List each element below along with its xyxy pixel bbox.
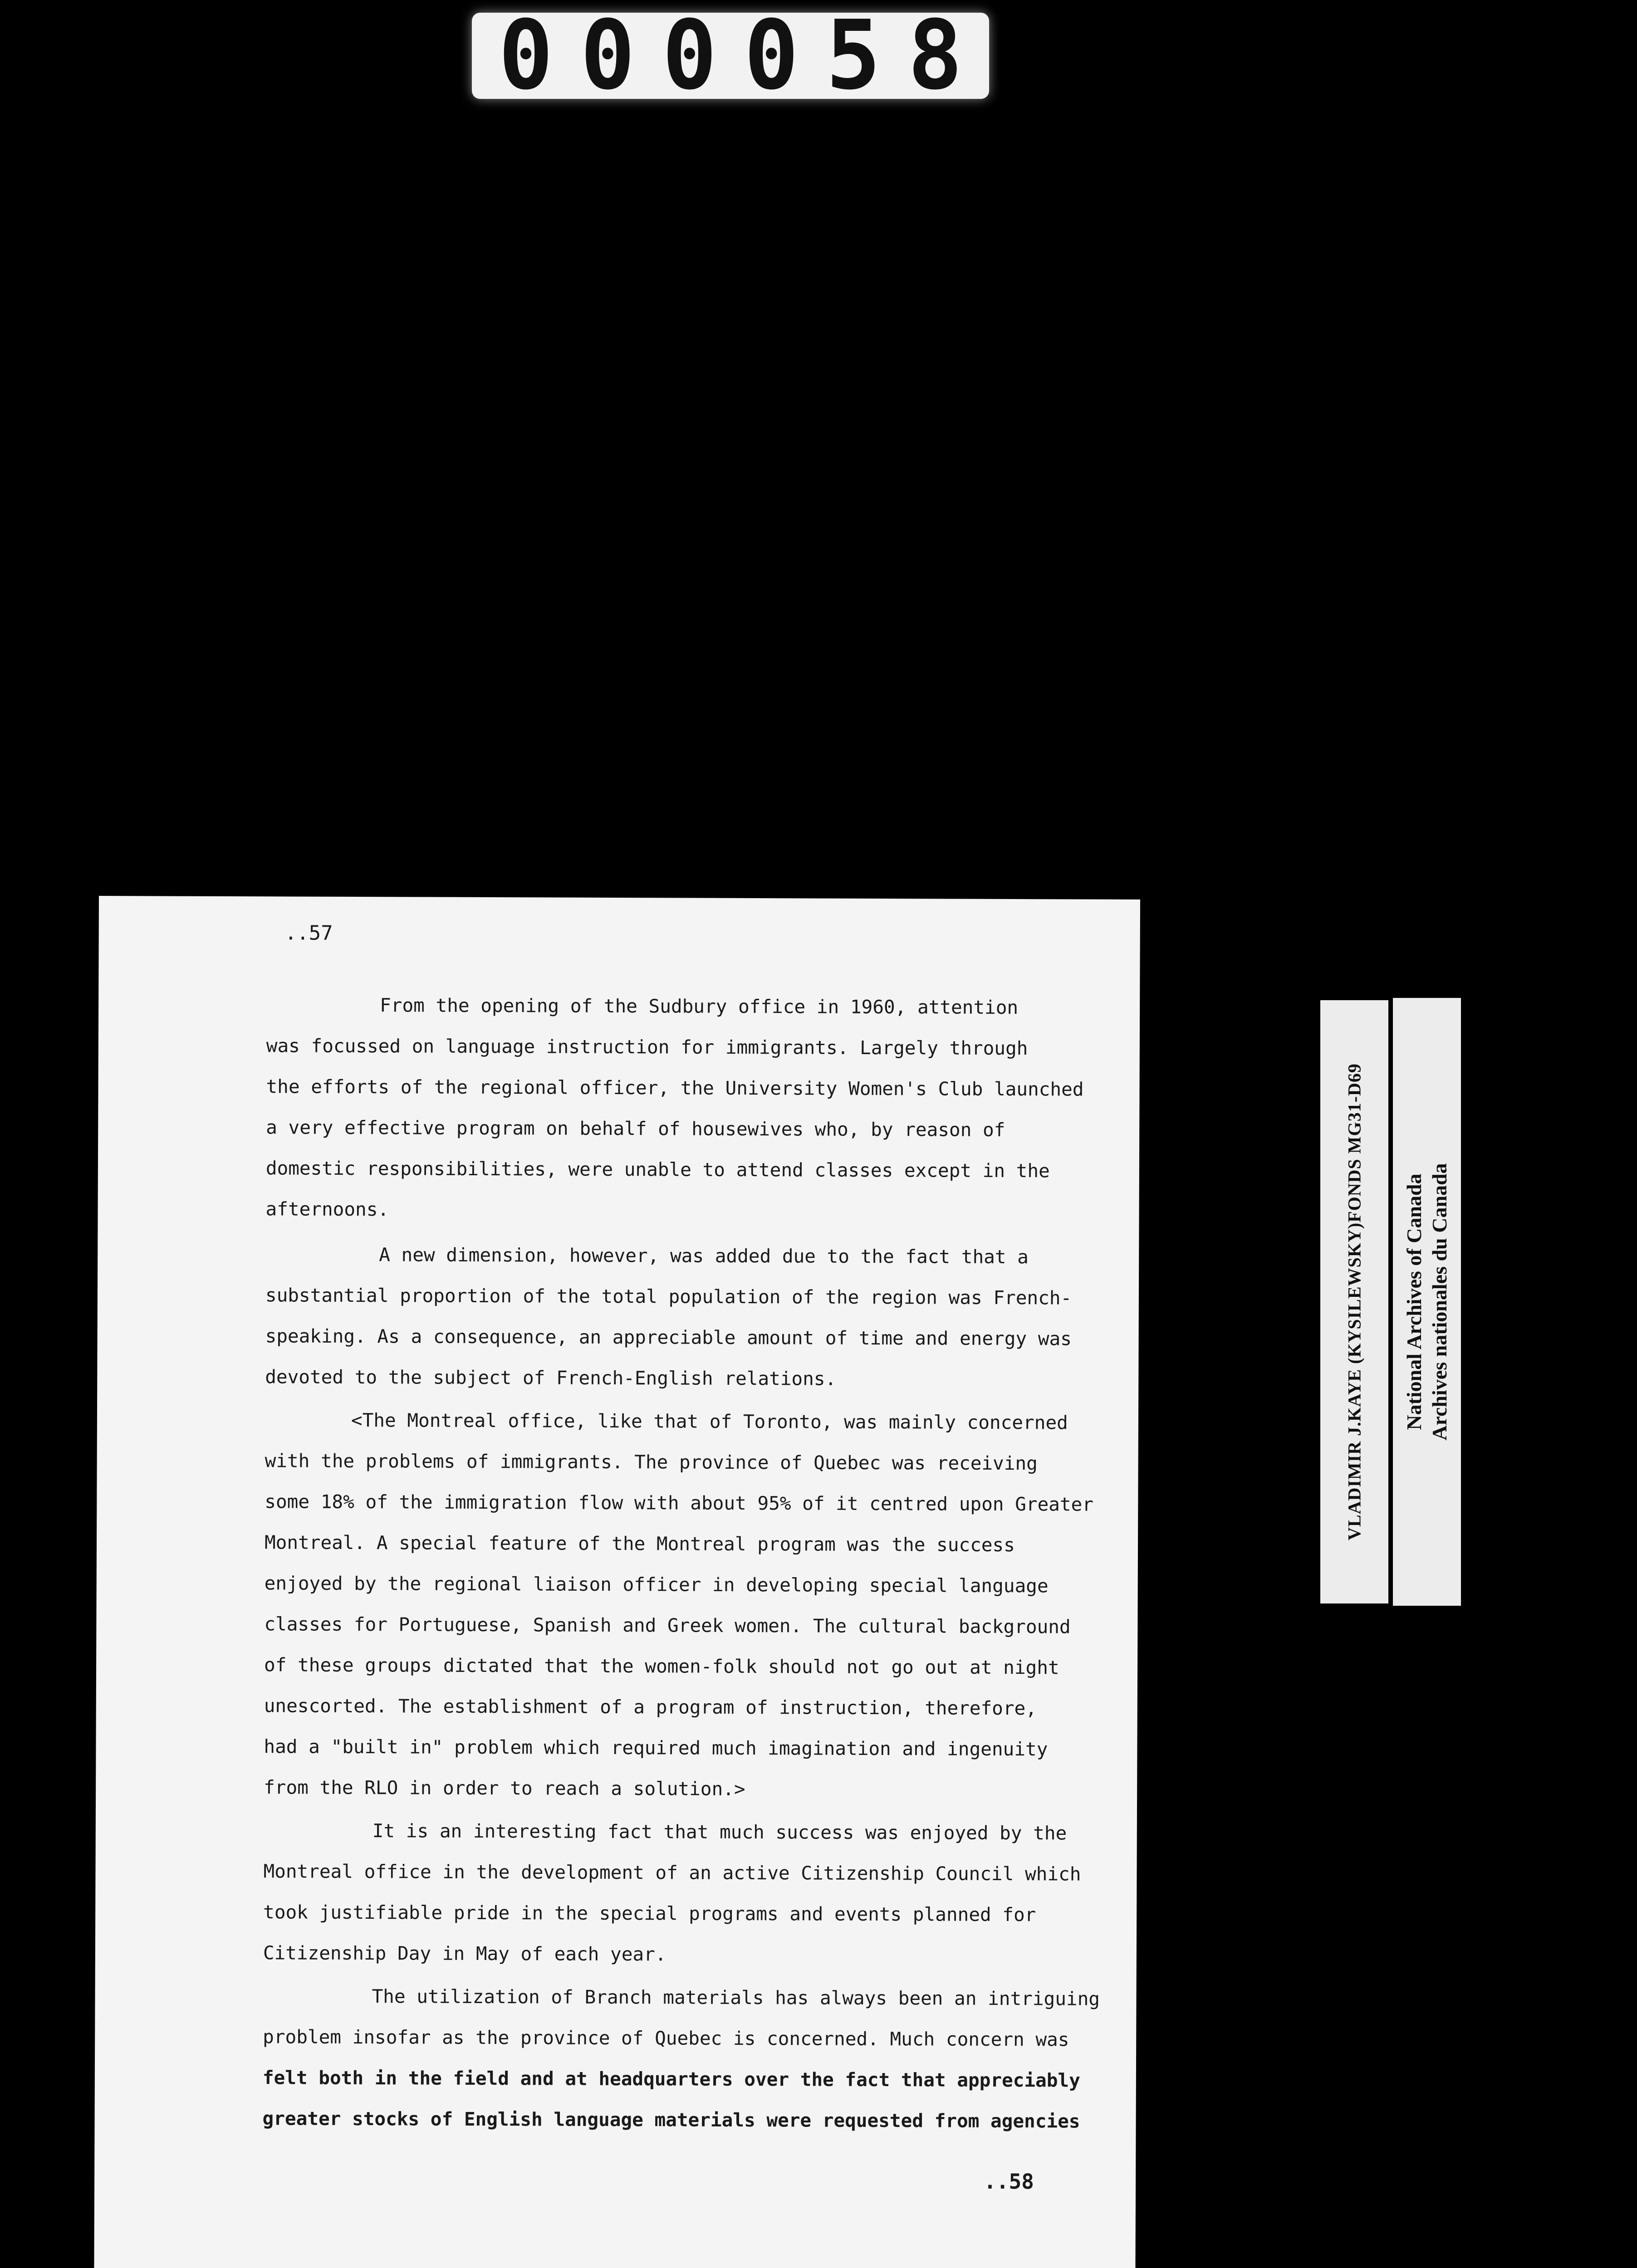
text-line: substantial proportion of the total population of the region was French- — [265, 1284, 1072, 1309]
text-line: a very effective program on behalf of housewives who, by reason of — [266, 1116, 1005, 1141]
text-line: took justifiable pride in the special programs and events planned for — [263, 1901, 1036, 1926]
text-line: had a "built in" problem which required much imagination and ingenuity — [264, 1735, 1048, 1760]
text-line: From the opening of the Sudbury office in 1960, attention — [380, 994, 1019, 1019]
frame-number: 000058 — [498, 0, 990, 111]
text-line: unescorted. The establishment of a program of instruction, therefore, — [264, 1695, 1037, 1720]
archives-label-english: National Archives of Canada — [1402, 1173, 1426, 1430]
text-line: felt both in the field and at headquarters over the fact that appreciably — [262, 2067, 1080, 2092]
text-line: Montreal. A special feature of the Montreal program was the success — [264, 1531, 1015, 1556]
page-number-bottom: ..58 — [984, 2169, 1034, 2194]
text-line: with the problems of immigrants. The province of Quebec was receiving — [265, 1450, 1038, 1475]
text-line: enjoyed by the regional liaison officer in developing special language — [264, 1572, 1049, 1597]
archives-label-french: Archives nationales du Canada — [1428, 1163, 1451, 1441]
text-line: the efforts of the regional officer, the University Women's Club launched — [266, 1075, 1084, 1100]
text-line: afternoons. — [265, 1198, 389, 1221]
text-line: of these groups dictated that the women-folk should not go out at night — [264, 1654, 1059, 1679]
text-line: <The Montreal office, like that of Toronto, was mainly concerned — [351, 1409, 1068, 1434]
fonds-label — [1320, 1000, 1388, 1603]
text-line: devoted to the subject of French-English relations. — [265, 1366, 837, 1390]
text-line: The utilization of Branch materials has always been an intriguing — [372, 1985, 1100, 2010]
text-line: from the RLO in order to reach a solution.> — [264, 1776, 745, 1800]
fonds-label-text: VLADIMIR J.KAYE (KYSILEWSKY)FONDS MG31-D69 — [1344, 1063, 1365, 1540]
text-line: greater stocks of English language materials were requested from agencies — [262, 2107, 1080, 2132]
archives-label-stack — [1402, 1163, 1452, 1440]
text-line: was focussed on language instruction for immigrants. Largely through — [266, 1035, 1028, 1060]
document-page — [94, 896, 1140, 2268]
text-line: speaking. As a consequence, an appreciable amount of time and energy was — [265, 1325, 1072, 1350]
text-line: A new dimension, however, was added due to the fact that a — [379, 1244, 1029, 1268]
text-line: Montreal office in the development of an active Citizenship Council which — [263, 1860, 1081, 1885]
text-line: domestic responsibilities, were unable to attend classes except in the — [265, 1157, 1050, 1182]
document-text — [94, 896, 1140, 2268]
text-line: It is an interesting fact that much success was enjoyed by the — [372, 1820, 1067, 1844]
page-number-top: ..57 — [284, 921, 333, 945]
text-line: some 18% of the immigration flow with about 95% of it centred upon Greater — [265, 1491, 1094, 1515]
frame-counter — [472, 0, 990, 111]
text-line: problem insofar as the province of Quebec is concerned. Much concern was — [263, 2026, 1069, 2051]
archives-label — [1393, 998, 1461, 1606]
text-line: Citizenship Day in May of each year. — [263, 1942, 667, 1965]
text-line: classes for Portuguese, Spanish and Greek women. The cultural background — [264, 1613, 1071, 1638]
